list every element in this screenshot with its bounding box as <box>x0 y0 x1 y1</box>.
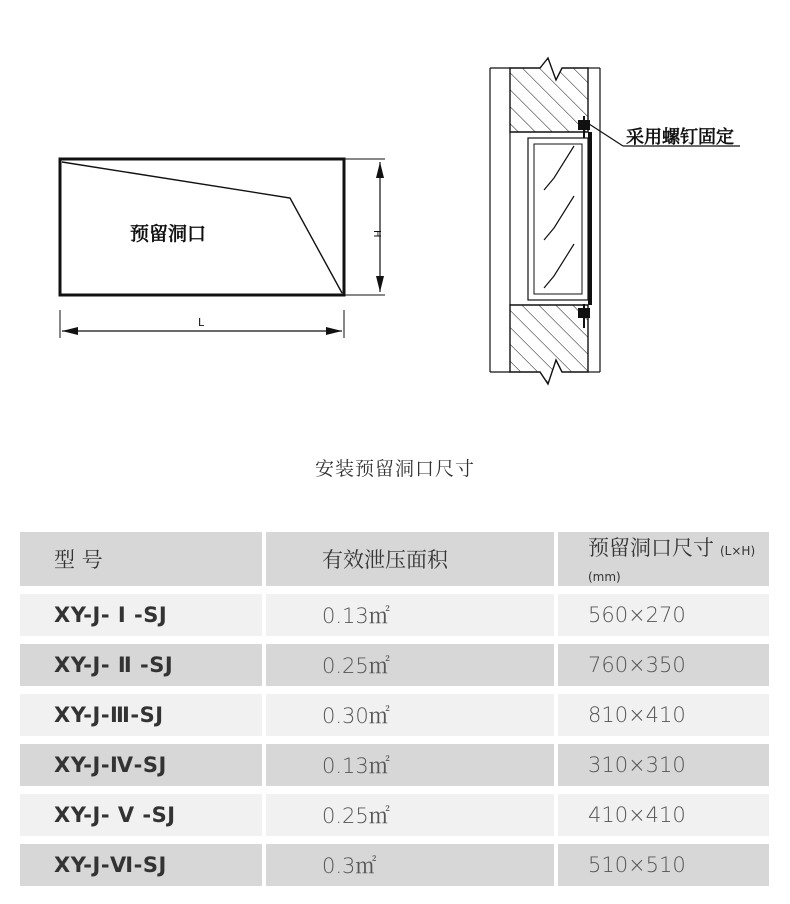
header-size-label: 预留洞口尺寸 <box>588 536 714 560</box>
opening-diagram <box>40 140 400 350</box>
cell-model: XY-J-Ⅵ-SJ <box>20 844 262 894</box>
cell-model: XY-J-Ⅳ-SJ <box>20 744 262 794</box>
opening-label: 预留洞口 <box>130 223 207 245</box>
header-area: 有效泄压面积 <box>262 532 554 594</box>
cell-area: 0.13㎡ <box>262 744 554 794</box>
figure-caption: 安装预留洞口尺寸 <box>314 458 475 480</box>
dim-l-label: L <box>198 316 205 329</box>
header-model: 型 号 <box>20 532 262 594</box>
cell-size: 310×310 <box>554 744 769 794</box>
cell-model: XY-J- Ⅱ -SJ <box>20 644 262 694</box>
table-row <box>20 844 769 894</box>
cell-size: 410×410 <box>554 794 769 844</box>
cell-size: 560×270 <box>554 594 769 644</box>
table-row <box>20 594 769 644</box>
cell-area: 0.3㎡ <box>262 844 554 894</box>
spec-table <box>20 532 769 894</box>
cell-area: 0.13㎡ <box>262 594 554 644</box>
header-size <box>554 532 769 594</box>
cell-area: 0.25㎡ <box>262 644 554 694</box>
cell-size: 760×350 <box>554 644 769 694</box>
table-header-row <box>20 532 769 594</box>
screw-callout: 采用螺钉固定 <box>626 127 734 148</box>
dim-h-label: H <box>371 230 382 238</box>
cell-model: XY-J-Ⅲ-SJ <box>20 694 262 744</box>
cell-size: 810×410 <box>554 694 769 744</box>
cell-area: 0.30㎡ <box>262 694 554 744</box>
cell-model: XY-J- Ⅴ -SJ <box>20 794 262 844</box>
table-row <box>20 644 769 694</box>
table-row <box>20 694 769 744</box>
table-row <box>20 794 769 844</box>
table-row <box>20 744 769 794</box>
header-size-unit: (L×H) (mm) <box>588 544 756 584</box>
cell-size: 510×510 <box>554 844 769 894</box>
cell-area: 0.25㎡ <box>262 794 554 844</box>
cell-model: XY-J- Ⅰ -SJ <box>20 594 262 644</box>
installation-section-diagram <box>470 50 770 390</box>
